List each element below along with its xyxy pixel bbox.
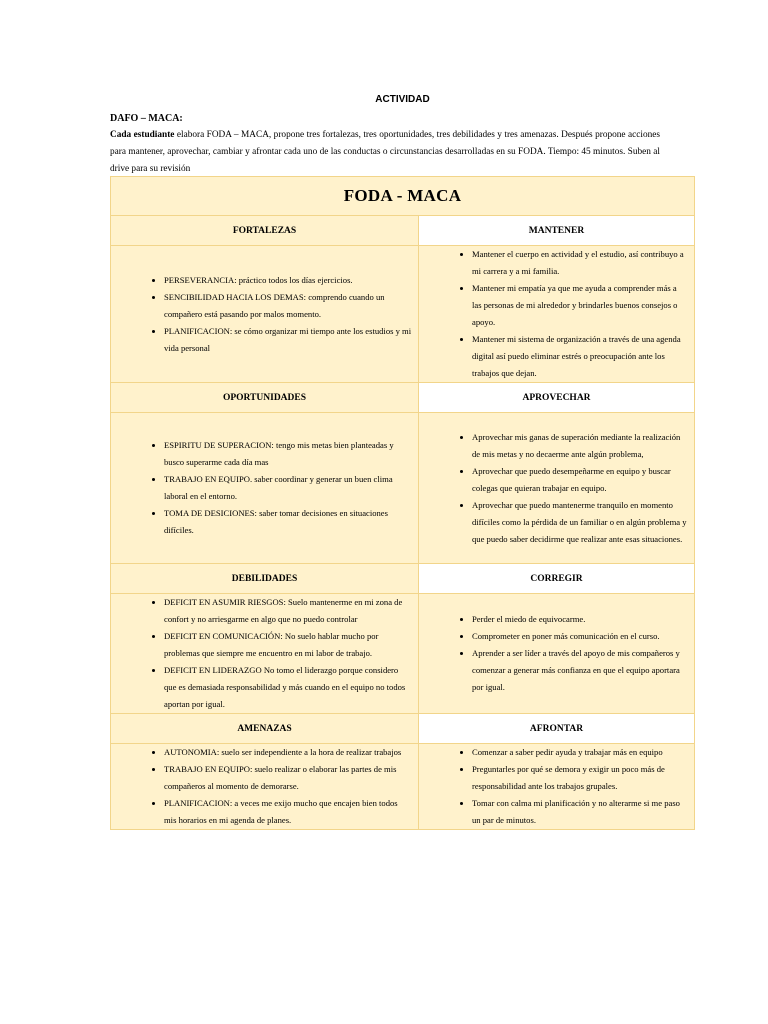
afrontar-cell: [419, 744, 695, 830]
list-item: • Aprovechar que puedo mantenerme tranquilo en momento difíciles como la pérdida de un familiar o en algún problema y que puedo saber decidirme que realizar ante esas situaciones.: [472, 497, 688, 548]
header-mantener: MANTENER: [419, 216, 695, 246]
list-item: • Mantener el cuerpo en actividad y el estudio, así contribuyo a mi carrera y a mi familia.: [472, 246, 688, 280]
list-item: • TRABAJO EN EQUIPO. saber coordinar y generar un buen clima laboral en el entorno.: [164, 471, 412, 505]
table-caption: FODA - MACA: [111, 177, 695, 216]
list-item: • DEFICIT EN LIDERAZGO No tomo el liderazgo porque considero que es demasiada responsabilidad y más cuando en el equipo no todos aportan por igual.: [164, 662, 412, 713]
debilidades-list: [111, 594, 418, 713]
list-item: • Tomar con calma mi planificación y no alterarme si me paso un par de minutos.: [472, 795, 688, 829]
document-body: [110, 93, 695, 830]
mantener-list: [419, 246, 694, 382]
aprovechar-list: [419, 429, 694, 548]
list-item: • AUTONOMIA: suelo ser independiente a la hora de realizar trabajos: [164, 744, 412, 761]
afrontar-list: [419, 744, 694, 829]
debilidades-cell: [111, 594, 419, 714]
aprovechar-cell: [419, 413, 695, 564]
dafo-label: DAFO – MACA:: [110, 113, 183, 124]
list-item: • PLANIFICACION: se cómo organizar mi tiempo ante los estudios y mi vida personal: [164, 323, 412, 357]
foda-maca-table: [110, 176, 695, 830]
list-item: • Preguntarles por qué se demora y exigir un poco más de responsabilidad ante los trabajos grupales.: [472, 761, 688, 795]
header-aprovechar: APROVECHAR: [419, 383, 695, 413]
header-oportunidades: OPORTUNIDADES: [111, 383, 419, 413]
instructions-paragraph: [110, 127, 660, 178]
list-item: • Comenzar a saber pedir ayuda y trabajar más en equipo: [472, 744, 688, 761]
list-item: • DEFICIT EN ASUMIR RIESGOS: Suelo mantenerme en mi zona de confort y no arriesgarme en algo que no puedo controlar: [164, 594, 412, 628]
header-afrontar: AFRONTAR: [419, 714, 695, 744]
instructions-lead: Cada estudiante: [110, 130, 175, 140]
list-item: • TRABAJO EN EQUIPO: suelo realizar o elaborar las partes de mis compañeros al momento de demorarse.: [164, 761, 412, 795]
list-item: • Perder el miedo de equivocarme.: [472, 611, 688, 628]
list-item: • Aprovechar que puedo desempeñarme en equipo y buscar colegas que quieran trabajar en equipo.: [472, 463, 688, 497]
header-debilidades: DEBILIDADES: [111, 564, 419, 594]
list-item: • Aprender a ser líder a través del apoyo de mis compañeros y comenzar a generar más confianza en que el equipo aportara por igual.: [472, 645, 688, 696]
list-item: • SENCIBILIDAD HACIA LOS DEMAS: comprendo cuando un compañero está pasando por malos momento.: [164, 289, 412, 323]
list-item: • Mantener mi empatía ya que me ayuda a comprender más a las personas de mi alrededor y brindarles buenos consejos o apoyo.: [472, 280, 688, 331]
mantener-cell: [419, 246, 695, 383]
header-corregir: CORREGIR: [419, 564, 695, 594]
oportunidades-list: [111, 437, 418, 539]
list-item: • TOMA DE DESICIONES: saber tomar decisiones en situaciones difíciles.: [164, 505, 412, 539]
fortalezas-list: [111, 272, 418, 357]
list-item: • Mantener mi sistema de organización a través de una agenda digital así puedo eliminar estrés o preocupación ante los trabajos que dejan.: [472, 331, 688, 382]
list-item: • PERSEVERANCIA: práctico todos los días ejercicios.: [164, 272, 412, 289]
oportunidades-cell: [111, 413, 419, 564]
header-fortalezas: FORTALEZAS: [111, 216, 419, 246]
header-amenazas: AMENAZAS: [111, 714, 419, 744]
list-item: • DEFICIT EN COMUNICACIÓN: No suelo hablar mucho por problemas que siempre me encuentro en mi labor de trabajo.: [164, 628, 412, 662]
corregir-cell: [419, 594, 695, 714]
amenazas-list: [111, 744, 418, 829]
amenazas-cell: [111, 744, 419, 830]
list-item: • Comprometer en poner más comunicación en el curso.: [472, 628, 688, 645]
activity-title: ACTIVIDAD: [375, 94, 430, 105]
list-item: • PLANIFICACION: a veces me exijo mucho que encajen bien todos mis horarios en mi agenda de planes.: [164, 795, 412, 829]
list-item: • ESPIRITU DE SUPERACION: tengo mis metas bien planteadas y busco superarme cada día mas: [164, 437, 412, 471]
list-item: • Aprovechar mis ganas de superación mediante la realización de mis metas y no decaerme ante algún problema,: [472, 429, 688, 463]
fortalezas-cell: [111, 246, 419, 383]
corregir-list: [419, 611, 694, 696]
instructions-text: elabora FODA – MACA, propone tres fortalezas, tres oportunidades, tres debilidades y tres amenazas. Después propone acciones para mantener, aprovechar, cambiar y afrontar cada uno de las conductas o circunstancias desarrolladas en su FODA. Tiempo: 45 minutos. Suben al drive para su revisión: [110, 130, 660, 174]
